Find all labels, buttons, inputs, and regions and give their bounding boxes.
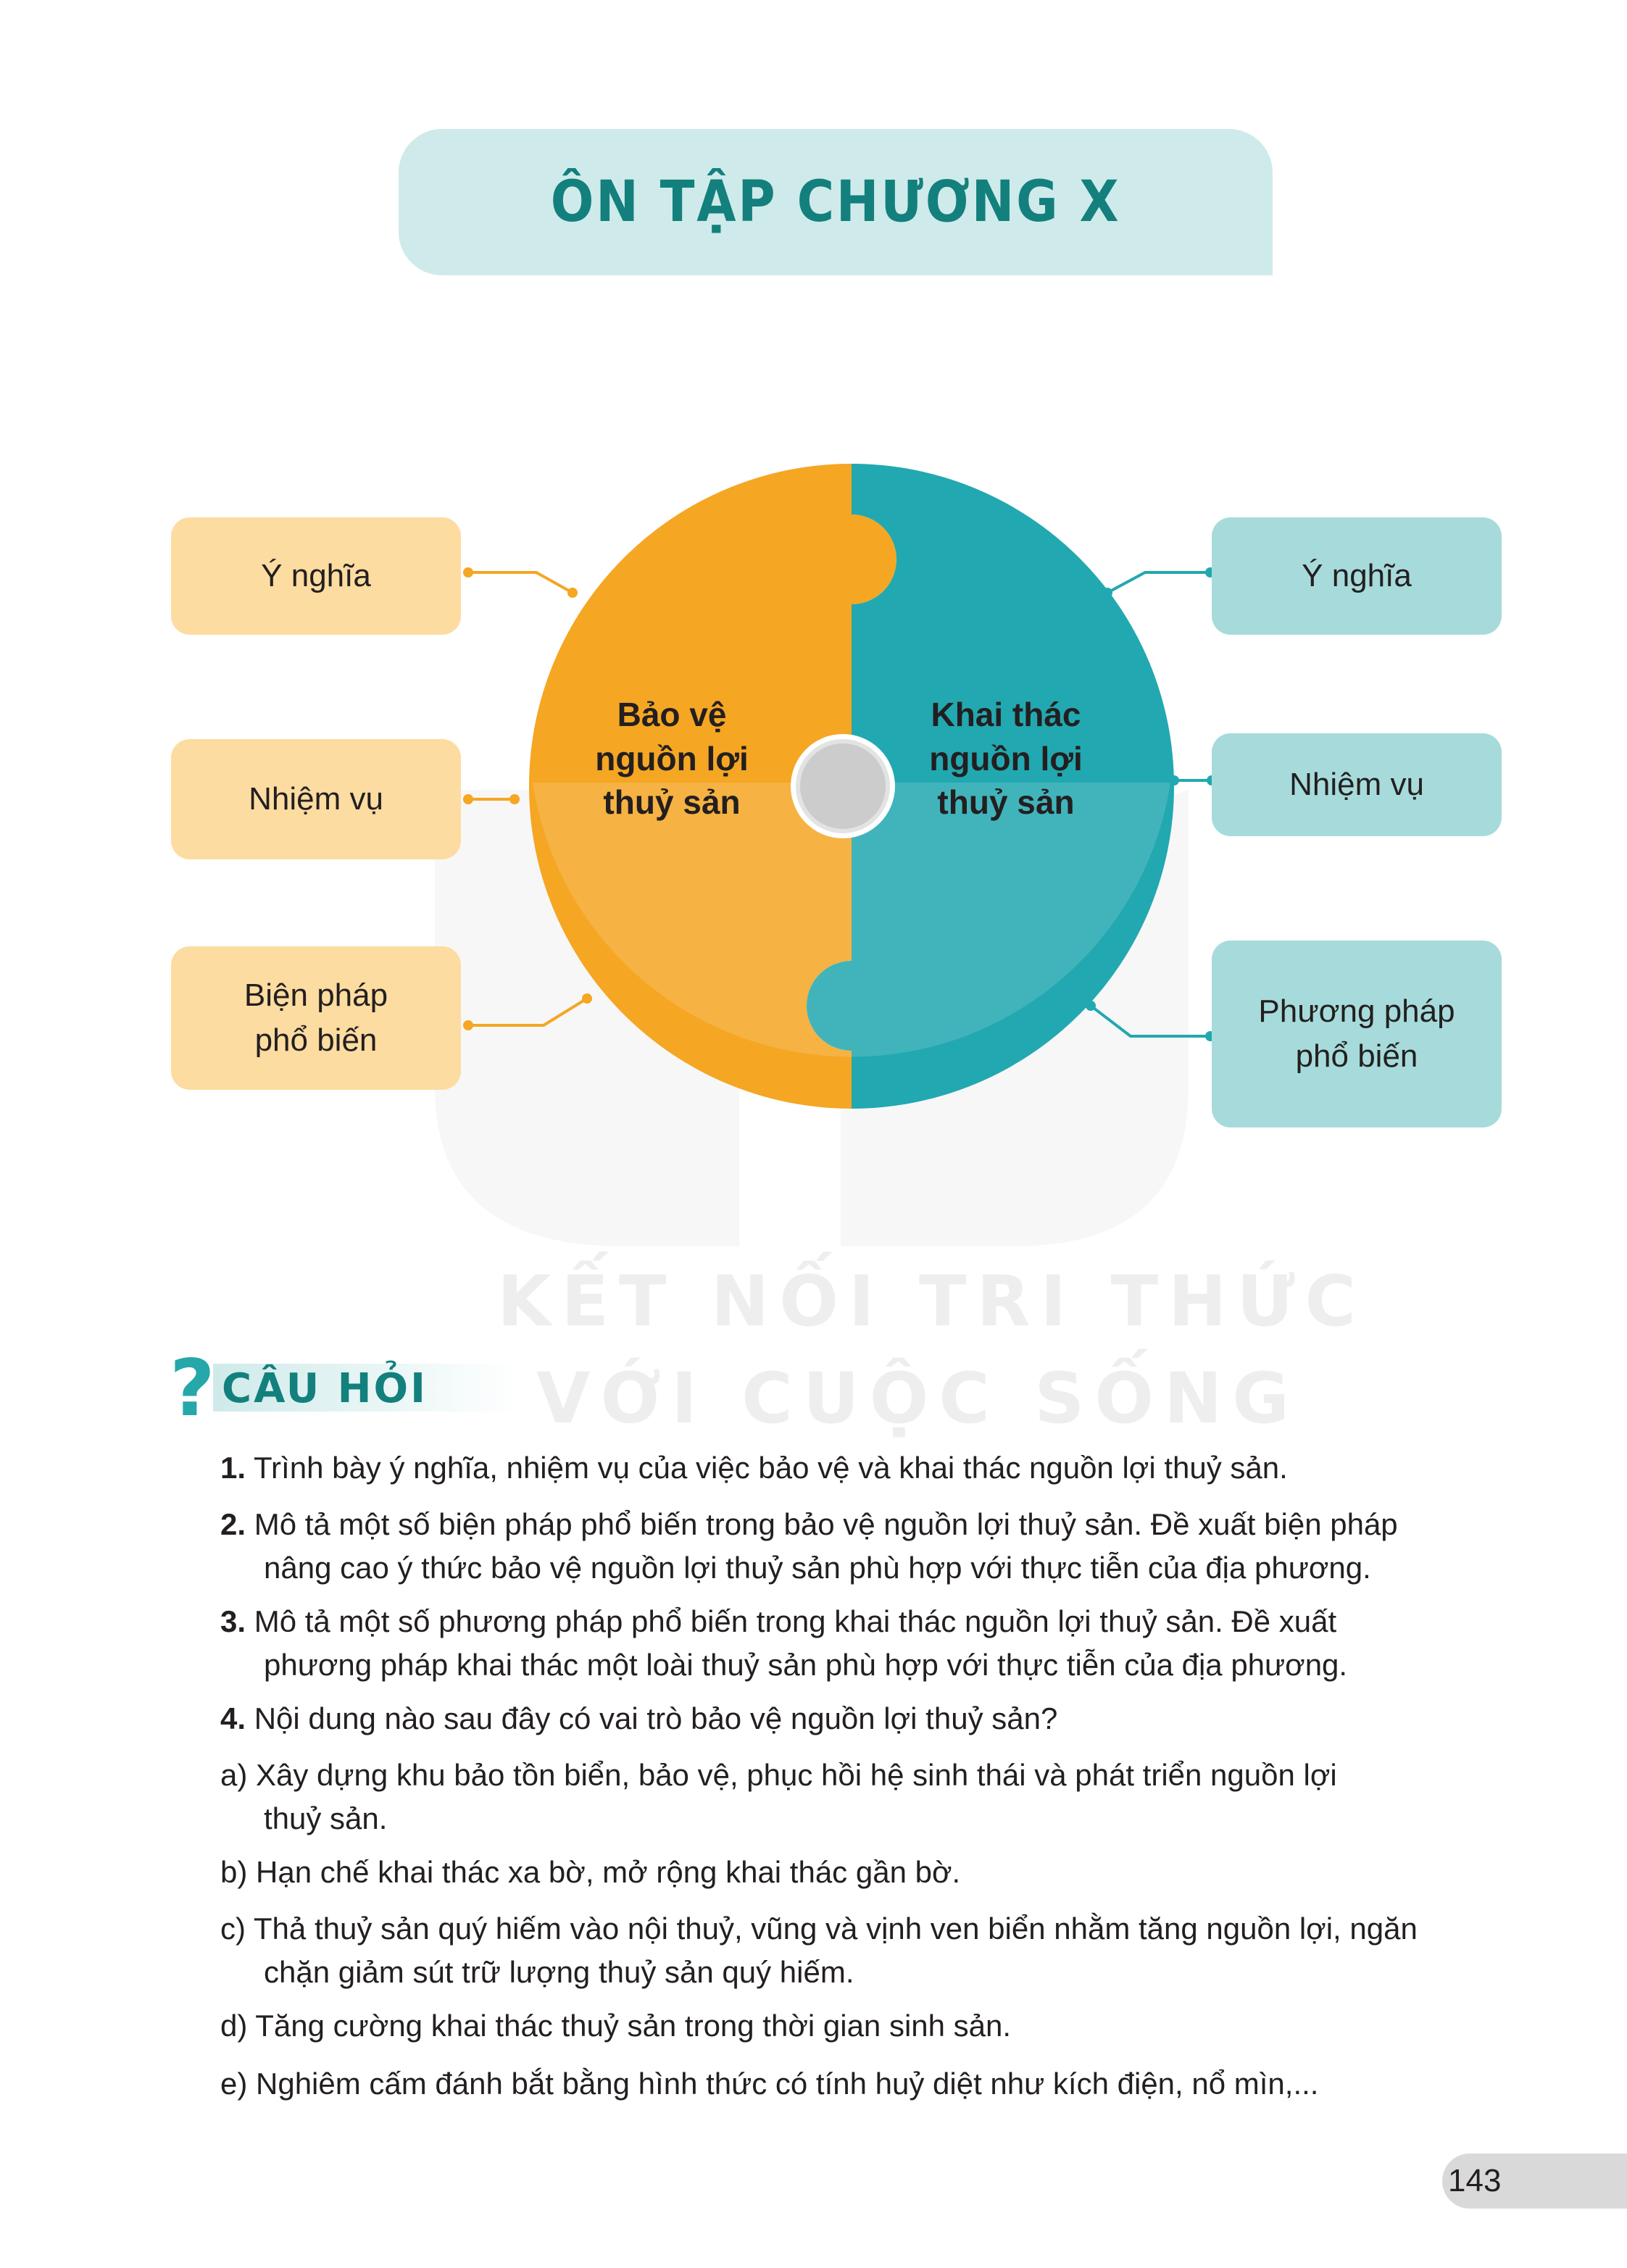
question-3-line-2: phương pháp khai thác một loài thuỷ sản phù hợp với thực tiễn của địa phương. — [264, 1648, 1348, 1682]
questions-heading — [170, 1343, 510, 1434]
left-center-line-3: thuỷ sản — [603, 783, 741, 822]
left-box-y-nghia — [171, 517, 461, 635]
left-box-y-nghia-label: Ý nghĩa — [261, 558, 371, 594]
right-box-y-nghia — [1212, 517, 1502, 635]
watermark-line-2: VỚI CUỘC SỐNG — [536, 1358, 1300, 1439]
right-center-line-3: thuỷ sản — [937, 783, 1075, 822]
right-box-y-nghia-label: Ý nghĩa — [1302, 558, 1412, 594]
right-center-label — [897, 693, 1115, 825]
question-1-number: 1. — [220, 1451, 246, 1485]
question-4-number: 4. — [220, 1701, 246, 1735]
option-c-line-2: chặn giảm sút trữ lượng thuỷ sản quý hiếm. — [264, 1955, 854, 1989]
question-2-number: 2. — [220, 1507, 246, 1541]
question-3-number: 3. — [220, 1604, 246, 1638]
left-center-label — [563, 693, 781, 825]
option-b-text: b) Hạn chế khai thác xa bờ, mở rộng khai thác gần bờ. — [220, 1855, 961, 1889]
page-title: ÔN TẬP CHƯƠNG X — [550, 170, 1121, 235]
question-3-line-1: Mô tả một số phương pháp phổ biến trong khai thác nguồn lợi thuỷ sản. Đề xuất — [254, 1604, 1337, 1638]
right-center-line-2: nguồn lợi — [929, 739, 1083, 777]
left-box-nhiem-vu-label: Nhiệm vụ — [249, 781, 383, 817]
left-box-bien-phap — [171, 946, 461, 1090]
left-box-bien-phap-line-1: Biện pháp — [244, 977, 388, 1014]
question-1 — [220, 1446, 1499, 1490]
option-a — [220, 1754, 1499, 1840]
question-4-text: Nội dung nào sau đây có vai trò bảo vệ nguồn lợi thuỷ sản? — [254, 1701, 1058, 1735]
questions-heading-title: CÂU HỎI — [222, 1365, 428, 1412]
right-box-nhiem-vu — [1212, 733, 1502, 836]
page-number-bar — [1442, 2154, 1627, 2209]
option-e-text: e) Nghiêm cấm đánh bắt bằng hình thức có tính huỷ diệt như kích điện, nổ mìn,... — [220, 2067, 1319, 2101]
option-c — [220, 1907, 1499, 1994]
right-box-phuong-phap-line-2: phổ biến — [1295, 1038, 1418, 1074]
option-d-text: d) Tăng cường khai thác thuỷ sản trong thời gian sinh sản. — [220, 2009, 1012, 2043]
question-2 — [220, 1503, 1499, 1590]
right-box-phuong-phap — [1212, 941, 1502, 1127]
option-d — [220, 2004, 1499, 2048]
option-a-line-1: a) Xây dựng khu bảo tồn biển, bảo vệ, phục hồi hệ sinh thái và phát triển nguồn lợi — [220, 1758, 1337, 1792]
question-3 — [220, 1600, 1499, 1687]
right-box-nhiem-vu-label: Nhiệm vụ — [1289, 767, 1424, 803]
question-2-line-2: nâng cao ý thức bảo vệ nguồn lợi thuỷ sản phù hợp với thực tiễn của địa phương. — [264, 1551, 1371, 1585]
page-number: 143 — [1448, 2163, 1502, 2198]
question-4 — [220, 1697, 1499, 1740]
question-2-line-1: Mô tả một số biện pháp phổ biến trong bảo vệ nguồn lợi thuỷ sản. Đề xuất biện pháp — [254, 1507, 1398, 1541]
option-a-line-2: thuỷ sản. — [264, 1801, 388, 1835]
question-mark-icon: ? — [170, 1343, 215, 1434]
right-box-phuong-phap-line-1: Phương pháp — [1258, 993, 1455, 1030]
left-center-line-1: Bảo vệ — [617, 696, 727, 733]
option-b — [220, 1851, 1499, 1894]
option-e — [220, 2062, 1499, 2106]
option-c-line-1: c) Thả thuỷ sản quý hiếm vào nội thuỷ, vũng và vịnh ven biển nhằm tăng nguồn lợi, ngăn — [220, 1911, 1418, 1946]
right-center-line-1: Khai thác — [931, 696, 1081, 733]
question-1-text: Trình bày ý nghĩa, nhiệm vụ của việc bảo vệ và khai thác nguồn lợi thuỷ sản. — [253, 1451, 1288, 1485]
left-center-line-2: nguồn lợi — [595, 739, 749, 777]
left-box-nhiem-vu — [171, 739, 461, 859]
watermark-line-1: KẾT NỐI TRI THỨC — [497, 1261, 1366, 1342]
left-box-bien-phap-line-2: phổ biến — [254, 1022, 378, 1058]
